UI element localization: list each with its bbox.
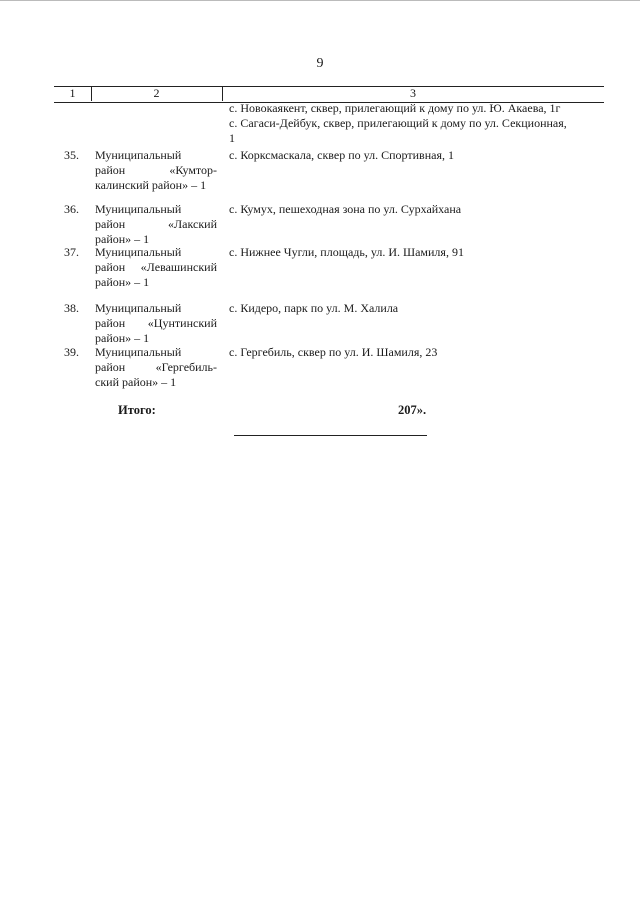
row-places [229,345,599,360]
district-line: район» – 1 [95,232,150,246]
row-places [229,245,599,260]
district-line: Муниципальный [95,148,182,162]
row-number: 38. [64,301,79,315]
district-line: Муниципальный [95,202,182,216]
district-line: калинский район» – 1 [95,178,207,192]
district-line: район «Лакский [95,217,217,231]
district-line: район «Цунтинский [95,316,217,330]
place-line: с. Кумух, пешеходная зона по ул. Сурхайхана [229,202,462,216]
header-col-1: 1 [69,86,76,100]
row-number: 37. [64,245,79,259]
continuation-places [229,101,599,146]
place-line: с. Гергебиль, сквер по ул. И. Шамиля, 23 [229,345,438,359]
row-places [229,301,599,316]
place-line: 1 [229,131,235,145]
place-line: с. Корксмаскала, сквер по ул. Спортивная, 1 [229,148,454,162]
place-line: с. Новокаякент, сквер, прилегающий к дому по ул. Ю. Акаева, 1г [229,101,561,115]
row-district [95,148,217,193]
row-district [95,301,217,346]
district-line: район «Кумтор- [95,163,217,177]
place-line: с. Нижнее Чугли, площадь, ул. И. Шамиля, 91 [229,245,464,259]
district-line: ский район» – 1 [95,375,177,389]
district-line: район «Гергебиль- [95,360,217,374]
district-line: Муниципальный [95,345,182,359]
row-places [229,148,599,163]
page-top-edge [0,0,640,3]
place-line: с. Сагаси-Дейбук, сквер, прилегающий к дому по ул. Секционная, [229,116,567,130]
row-district [95,245,217,290]
district-line: Муниципальный [95,245,182,259]
district-line: район» – 1 [95,331,150,345]
total-value: 207». [398,403,427,417]
district-line: Муниципальный [95,301,182,315]
row-number: 36. [64,202,79,216]
header-col-3: 3 [410,86,416,100]
district-line: район «Левашинский [95,260,217,274]
row-number: 39. [64,345,79,359]
row-number: 35. [64,148,79,162]
total-label: Итого: [118,403,156,417]
district-line: район» – 1 [95,275,150,289]
row-places [229,202,599,217]
page-number: 9 [316,56,324,71]
row-district [95,202,217,247]
row-district [95,345,217,390]
closing-rule [234,435,427,436]
place-line: с. Кидеро, парк по ул. М. Халила [229,301,399,315]
header-col-2: 2 [153,86,160,100]
